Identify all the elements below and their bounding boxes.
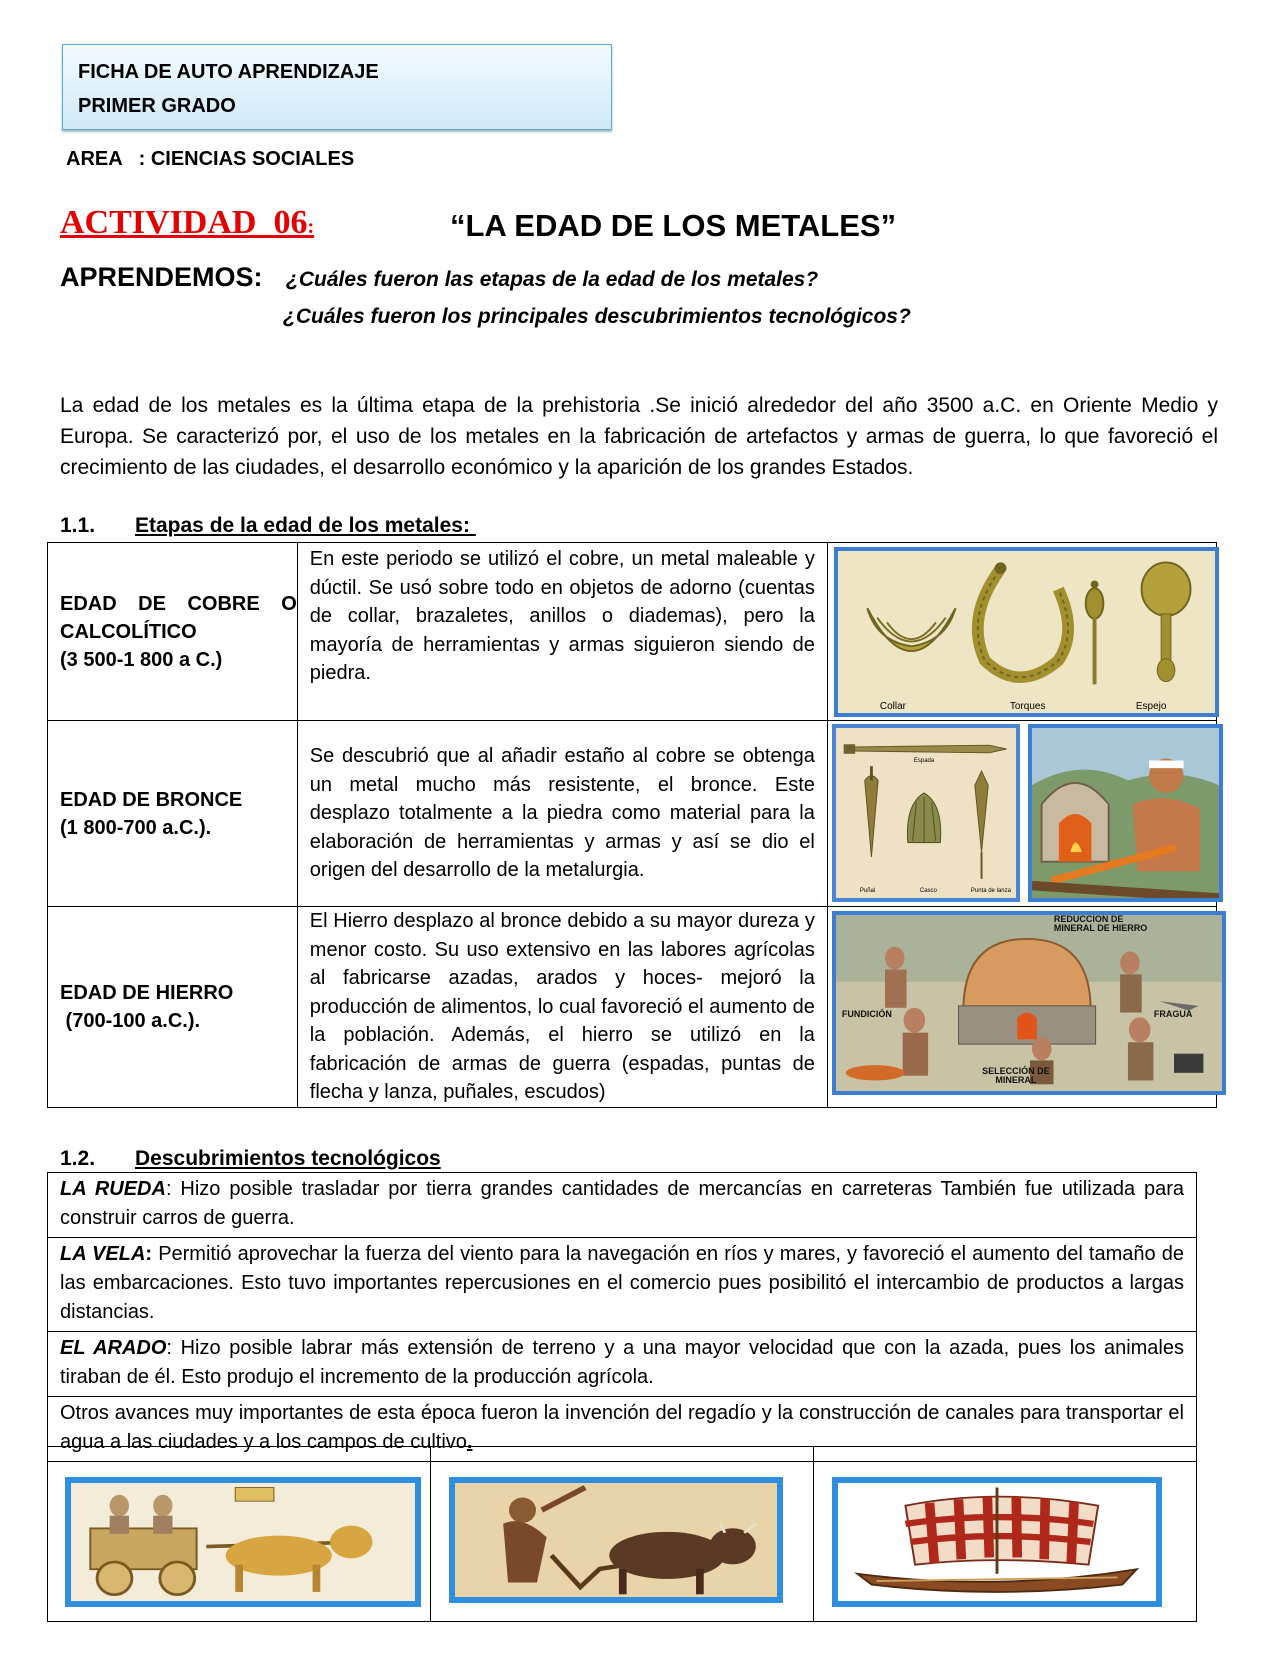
metalworker-image [1028, 724, 1223, 902]
discoveries-table [47, 1172, 1197, 1462]
sail-ship-illustration [838, 1483, 1156, 1601]
plow-image-cell [431, 1447, 814, 1622]
caption-torques: Torques [1009, 701, 1046, 712]
sail-ship-image [832, 1477, 1162, 1607]
caption-casco: Casco [919, 888, 937, 894]
wheel-cart-image [65, 1477, 421, 1607]
discovery-term: EL ARADO [60, 1337, 167, 1359]
table-row [48, 1173, 1197, 1238]
bronze-weapons-illustration [836, 728, 1016, 898]
discovery-cell [48, 1332, 1197, 1397]
stage-dates: (1 800-700 a.C.). [60, 816, 212, 839]
sail-image-cell [814, 1447, 1197, 1622]
discovery-cell [48, 1238, 1197, 1332]
metalworker-illustration [1032, 728, 1219, 898]
bronze-weapons-image [832, 724, 1020, 902]
discovery-text: Permitió aprovechar la fuerza del viento para la navegación en ríos y mares, y favoreció el aumento del tamaño de las embarcaciones. Esto tuvo importantes repercusiones en el comercio pues posibilitó el intercambio de productos a largas distancias. [60, 1243, 1185, 1323]
caption-seleccion: SELECCIÓN DE MINERAL [982, 1066, 1050, 1085]
section-1-number: 1.1. [60, 514, 96, 537]
table-row [48, 543, 1217, 721]
area-label: AREA : CIENCIAS SOCIALES [66, 148, 355, 170]
section-2-heading [60, 1147, 441, 1171]
caption-fragua: FRAGUA [1153, 1009, 1193, 1019]
stage-text: El Hierro desplazo al bronce debido a su mayor dureza y menor costo. Su uso extensivo en las labores agrícolas al fabricarse azadas, arados y hoces- mejoró la producción de alimentos, lo cual favoreció el aumento de la población. Además, el hierro se utilizó en la fabricación de armas de guerra (espadas, puntas de flecha y lanza, puñales, escudos) [297, 907, 827, 1108]
discoveries-images [47, 1446, 1197, 1622]
caption-punal: Puñal [859, 888, 876, 894]
section-1-title: Etapas de la edad de los metales: [135, 514, 476, 537]
wheel-image-cell [48, 1447, 431, 1622]
discovery-sep: : [166, 1337, 181, 1359]
others-text: Otros avances muy importantes de esta época fueron la invención del regadío y la construcción de canales para transportar el agua a las ciudades y a los campos de cultivo [60, 1402, 1184, 1453]
discovery-term: LA RUEDA [60, 1178, 166, 1200]
caption-collar: Collar [879, 701, 906, 712]
stages-table [47, 542, 1217, 1108]
section-1-heading [60, 514, 476, 538]
section-2-number: 1.2. [60, 1147, 96, 1170]
discovery-text: Hizo posible trasladar por tierra grandes cantidades de mercancías en carreteras También fue utilizada para construir carros de guerra. [60, 1178, 1184, 1229]
copper-objects-illustration [838, 551, 1215, 713]
discovery-sep: : [145, 1243, 159, 1265]
plow-illustration [455, 1483, 777, 1597]
stage-name: EDAD DE HIERRO [60, 981, 234, 1004]
question-1: ¿Cuáles fueron las etapas de la edad de los metales? [286, 268, 819, 291]
header-line-2: PRIMER GRADO [78, 95, 236, 117]
copper-objects-image [834, 547, 1219, 717]
stage-image-cell [827, 543, 1216, 721]
table-row [48, 721, 1217, 907]
caption-espejo: Espejo [1135, 701, 1167, 712]
iron-age-illustration [836, 915, 1222, 1091]
header-line-1: FICHA DE AUTO APRENDIZAJE [78, 61, 379, 83]
stage-text: En este periodo se utilizó el cobre, un metal maleable y dúctil. Se usó sobre todo en objetos de adorno (cuentas de collar, brazaletes, anillos o diademas), pero la mayoría de herramientas y armas siguieron siendo de piedra. [297, 543, 827, 721]
stage-name: EDAD DE COBRE O CALCOLÍTICO [60, 592, 297, 643]
wheel-cart-illustration [71, 1483, 415, 1601]
intro-paragraph: La edad de los metales es la última etapa de la prehistoria .Se inició alrededor del año 3500 a.C. en Oriente Medio y Europa. Se caracterizó por, el uso de los metales en la fabricación de artefactos y armas de guerra, lo que favoreció el crecimiento de las ciudades, el desarrollo económico y la aparición de los grandes Estados. [60, 394, 1218, 479]
table-row [48, 1447, 1197, 1622]
aprendemos-label: APRENDEMOS: [60, 262, 263, 292]
stage-text: Se descubrió que al añadir estaño al cobre se obtenga un metal mucho más resistente, el bronce. Este desplazo totalmente a la piedra como material para la elaboración de herramientas y armas y así se dio el origen del desarrollo de la metalurgia. [297, 721, 827, 907]
activity-number: ACTIVIDAD 06 [60, 204, 308, 241]
stage-dates: (700-100 a.C.). [60, 1009, 201, 1032]
stage-name-cell [48, 907, 298, 1108]
stage-name-cell [48, 721, 298, 907]
activity-title: “LA EDAD DE LOS METALES” [450, 208, 897, 243]
caption-reduccion: REDUCCION DE MINERAL DE HIERRO [1053, 914, 1148, 933]
caption-espada: Espada [913, 758, 935, 764]
iron-age-image [832, 911, 1226, 1095]
discovery-term: LA VELA [60, 1243, 146, 1265]
discovery-cell [48, 1173, 1197, 1238]
stage-name: EDAD DE BRONCE [60, 788, 243, 811]
table-row [48, 1238, 1197, 1332]
table-row [48, 907, 1217, 1108]
stage-image-cell [827, 907, 1216, 1108]
caption-punta: Punta de lanza [970, 888, 1011, 894]
activity-label [60, 204, 314, 242]
stage-image-cell [827, 721, 1216, 907]
question-2: ¿Cuáles fueron los principales descubrimientos tecnológicos? [283, 305, 911, 328]
table-row [48, 1332, 1197, 1397]
stage-name-cell [48, 543, 298, 721]
others-end: . [466, 1431, 473, 1453]
discovery-text: Hizo posible labrar más extensión de terreno y a una mayor velocidad que con la azada, pues los animales tiraban de él. Esto produjo el incremento de la producción agrícola. [60, 1337, 1184, 1388]
activity-colon: : [307, 216, 315, 238]
discovery-sep: : [165, 1178, 181, 1200]
caption-fundicion: FUNDICIÓN [841, 1009, 892, 1019]
header-box [62, 44, 612, 130]
section-2-title: Descubrimientos tecnológicos [135, 1147, 441, 1170]
plow-image [449, 1477, 783, 1603]
stage-dates: (3 500-1 800 a C.) [60, 648, 223, 671]
